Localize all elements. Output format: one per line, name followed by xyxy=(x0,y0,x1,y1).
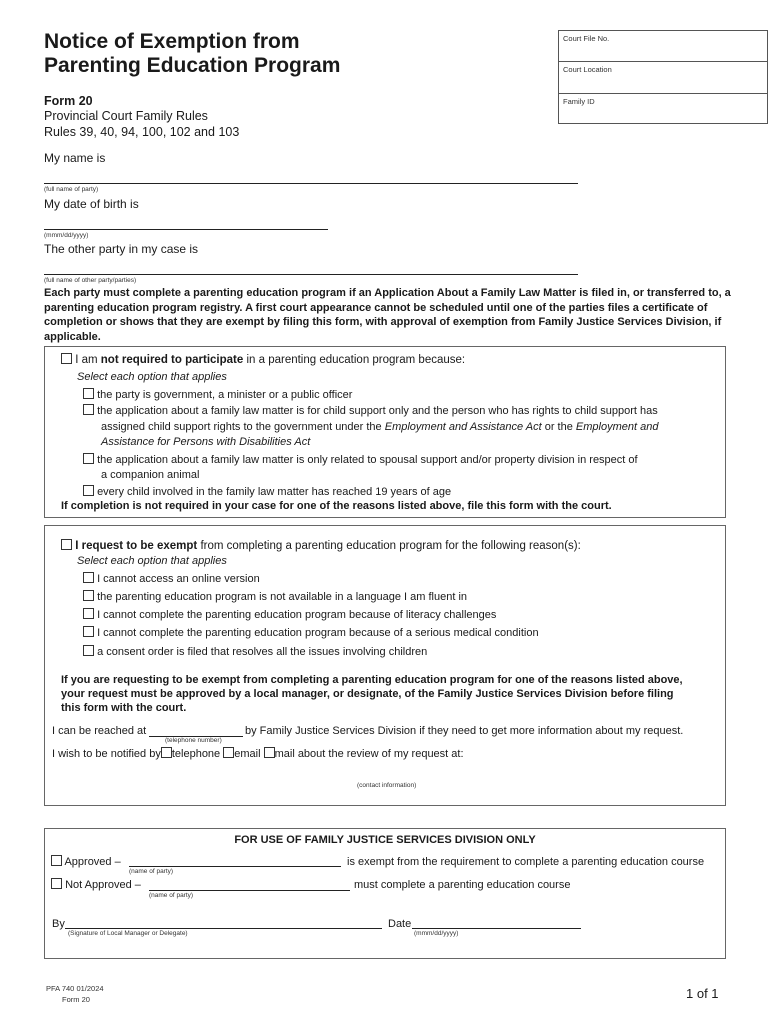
approved-row xyxy=(51,855,121,869)
form-code: PFA 740 01/2024 xyxy=(46,984,104,993)
title-line-2: Parenting Education Program xyxy=(44,54,341,77)
exempt-option-2-label: the parenting education program is not available in a language I am fluent in xyxy=(97,591,468,603)
notify-email-label: email xyxy=(234,748,261,760)
exempt-option-3 xyxy=(83,608,496,622)
exempt-option-4 xyxy=(83,626,539,640)
exempt-option-5-checkbox[interactable] xyxy=(83,645,94,656)
notify-pre: I wish to be notified by xyxy=(52,748,161,760)
form-rules: Rules 39, 40, 94, 100, 102 and 103 xyxy=(44,125,240,139)
approved-post: is exempt from the requirement to complete a parenting education course xyxy=(347,856,705,868)
option-2-act-2-part-1: Employment and xyxy=(575,421,659,433)
option-2-mid: or the xyxy=(541,421,576,433)
exempt-option-1-label: I cannot access an online version xyxy=(97,573,260,585)
option-2-line-2-pre: assigned child support rights to the government under the xyxy=(101,421,385,433)
not-approved-name-field[interactable] xyxy=(149,890,350,891)
court-file-no-label: Court File No. xyxy=(563,34,610,43)
exempt-option-5-label: a consent order is filed that resolves all the issues involving children xyxy=(97,646,428,658)
option-1-label: the party is government, a minister or a public officer xyxy=(97,389,353,401)
approval-note-line-2: your request must be approved by a local manager, or designate, of the Family Justice Services Division before filing xyxy=(61,688,674,700)
exempt-select-hint: Select each option that applies xyxy=(77,555,227,567)
full-name-caption: (full name of party) xyxy=(44,186,99,193)
exempt-option-4-checkbox[interactable] xyxy=(83,626,94,637)
not-approved-post: must complete a parenting education course xyxy=(354,879,571,891)
option-1-checkbox[interactable] xyxy=(83,388,94,399)
other-party-label: The other party in my case is xyxy=(44,242,199,256)
not-approved-checkbox[interactable] xyxy=(51,878,62,889)
by-label: By xyxy=(52,918,65,930)
not-approved-label: Not Approved – xyxy=(65,879,141,891)
signature-field[interactable] xyxy=(65,928,382,929)
exempt-option-1-checkbox[interactable] xyxy=(83,572,94,583)
option-2-line-1: the application about a family law matter is for child support only and the person who has rights to child support has xyxy=(97,405,658,417)
form-number: Form 20 xyxy=(44,94,93,108)
option-3-line-1: the application about a family law matter is only related to spousal support and/or property division in respect of xyxy=(97,454,638,466)
court-file-box xyxy=(558,30,768,124)
not-required-option-3 xyxy=(83,453,638,467)
my-name-label: My name is xyxy=(44,151,106,165)
contact-info-field[interactable] xyxy=(44,770,726,782)
exempt-option-2 xyxy=(83,590,467,604)
other-party-field[interactable] xyxy=(44,274,578,275)
approved-label: Approved – xyxy=(64,856,121,868)
approval-note-line-1: If you are requesting to be exempt from completing a parenting education program for one of the reasons listed above, xyxy=(61,674,683,686)
option-3-checkbox[interactable] xyxy=(83,453,94,464)
full-name-field[interactable] xyxy=(44,183,578,184)
date-field[interactable] xyxy=(412,928,581,929)
telephone-caption: (telephone number) xyxy=(165,737,222,744)
title-line-1: Notice of Exemption from xyxy=(44,30,300,53)
option-2-act-1: Employment and Assistance Act xyxy=(384,421,542,433)
notify-email-checkbox[interactable] xyxy=(223,747,234,758)
exempt-request-lead xyxy=(61,539,581,553)
not-approved-name-caption: (name of party) xyxy=(149,892,194,899)
family-id-label: Family ID xyxy=(563,97,595,106)
dob-field[interactable] xyxy=(44,229,328,230)
reach-post: by Family Justice Services Division if they need to get more information about my request. xyxy=(245,725,684,737)
not-required-lead xyxy=(61,353,465,367)
dob-label: My date of birth is xyxy=(44,197,139,211)
not-required-lead-post: in a parenting education program because: xyxy=(243,354,466,366)
option-2-line-2 xyxy=(101,420,658,434)
not-required-lead-pre: I am xyxy=(75,354,101,366)
not-required-option-2 xyxy=(83,404,658,418)
contact-caption: (contact information) xyxy=(357,782,417,789)
not-approved-row xyxy=(51,878,141,892)
court-location-field[interactable] xyxy=(559,62,767,94)
option-2-checkbox[interactable] xyxy=(83,404,94,415)
notify-row xyxy=(52,747,464,761)
other-party-caption: (full name of other party/parties) xyxy=(44,277,137,284)
fjsd-section xyxy=(44,828,726,959)
fjsd-heading: FOR USE OF FAMILY JUSTICE SERVICES DIVISION ONLY xyxy=(234,834,536,846)
exempt-request-lead-bold: I request to be exempt xyxy=(75,540,198,552)
family-id-field[interactable] xyxy=(559,94,767,124)
option-2-act-2-part-2: Assistance for Persons with Disabilities Act xyxy=(101,436,311,448)
option-4-checkbox[interactable] xyxy=(83,485,94,496)
approved-name-field[interactable] xyxy=(129,866,341,867)
form-title xyxy=(44,30,464,78)
reach-pre: I can be reached at xyxy=(52,725,147,737)
not-required-checkbox[interactable] xyxy=(61,353,72,364)
notify-telephone-checkbox[interactable] xyxy=(161,747,172,758)
page-number: 1 of 1 xyxy=(686,986,719,1001)
notify-telephone-label: telephone xyxy=(171,748,221,760)
form-authority: Provincial Court Family Rules xyxy=(44,109,208,123)
exempt-request-lead-post: from completing a parenting education program for the following reason(s): xyxy=(197,540,581,552)
option-4-label: every child involved in the family law matter has reached 19 years of age xyxy=(97,486,452,498)
not-required-select-hint: Select each option that applies xyxy=(77,371,227,383)
exempt-option-1 xyxy=(83,572,260,586)
approved-name-caption: (name of party) xyxy=(129,868,174,875)
exempt-option-5 xyxy=(83,645,427,659)
option-3-line-2: a companion animal xyxy=(101,469,200,481)
date-label: Date xyxy=(388,918,412,930)
not-required-option-4 xyxy=(83,485,451,499)
exempt-option-3-checkbox[interactable] xyxy=(83,608,94,619)
court-file-no-field[interactable] xyxy=(559,31,767,62)
approval-note-line-3: this form with the court. xyxy=(61,702,187,714)
exempt-option-3-label: I cannot complete the parenting education program because of literacy challenges xyxy=(97,609,497,621)
signature-caption: (Signature of Local Manager or Delegate) xyxy=(68,930,188,937)
not-required-lead-bold: not required to participate xyxy=(100,354,244,366)
dob-caption: (mmm/dd/yyyy) xyxy=(44,232,89,239)
date-caption: (mmm/dd/yyyy) xyxy=(414,930,459,937)
not-required-option-1 xyxy=(83,388,352,402)
court-location-label: Court Location xyxy=(563,65,612,74)
not-required-footer: If completion is not required in your case for one of the reasons listed above, file this form with the court. xyxy=(61,500,612,512)
notify-mail-checkbox[interactable] xyxy=(264,747,275,758)
form-name: Form 20 xyxy=(62,995,90,1004)
approved-checkbox[interactable] xyxy=(51,855,62,866)
exempt-request-checkbox[interactable] xyxy=(61,539,72,550)
instructions-paragraph: Each party must complete a parenting education program if an Application About a Family Law Matter is filed in, or transferred to, a parenting education program registry. A first court appearance cannot be scheduled until one of the parties files a certificate of completion or shows that they are exempt by filing this form, with approval of exemption from Family Justice Services Division, if applicable. xyxy=(44,287,731,343)
exempt-option-2-checkbox[interactable] xyxy=(83,590,94,601)
exempt-option-4-label: I cannot complete the parenting education program because of a serious medical condition xyxy=(97,627,539,639)
notify-mail-label: mail about the review of my request at: xyxy=(274,748,464,760)
